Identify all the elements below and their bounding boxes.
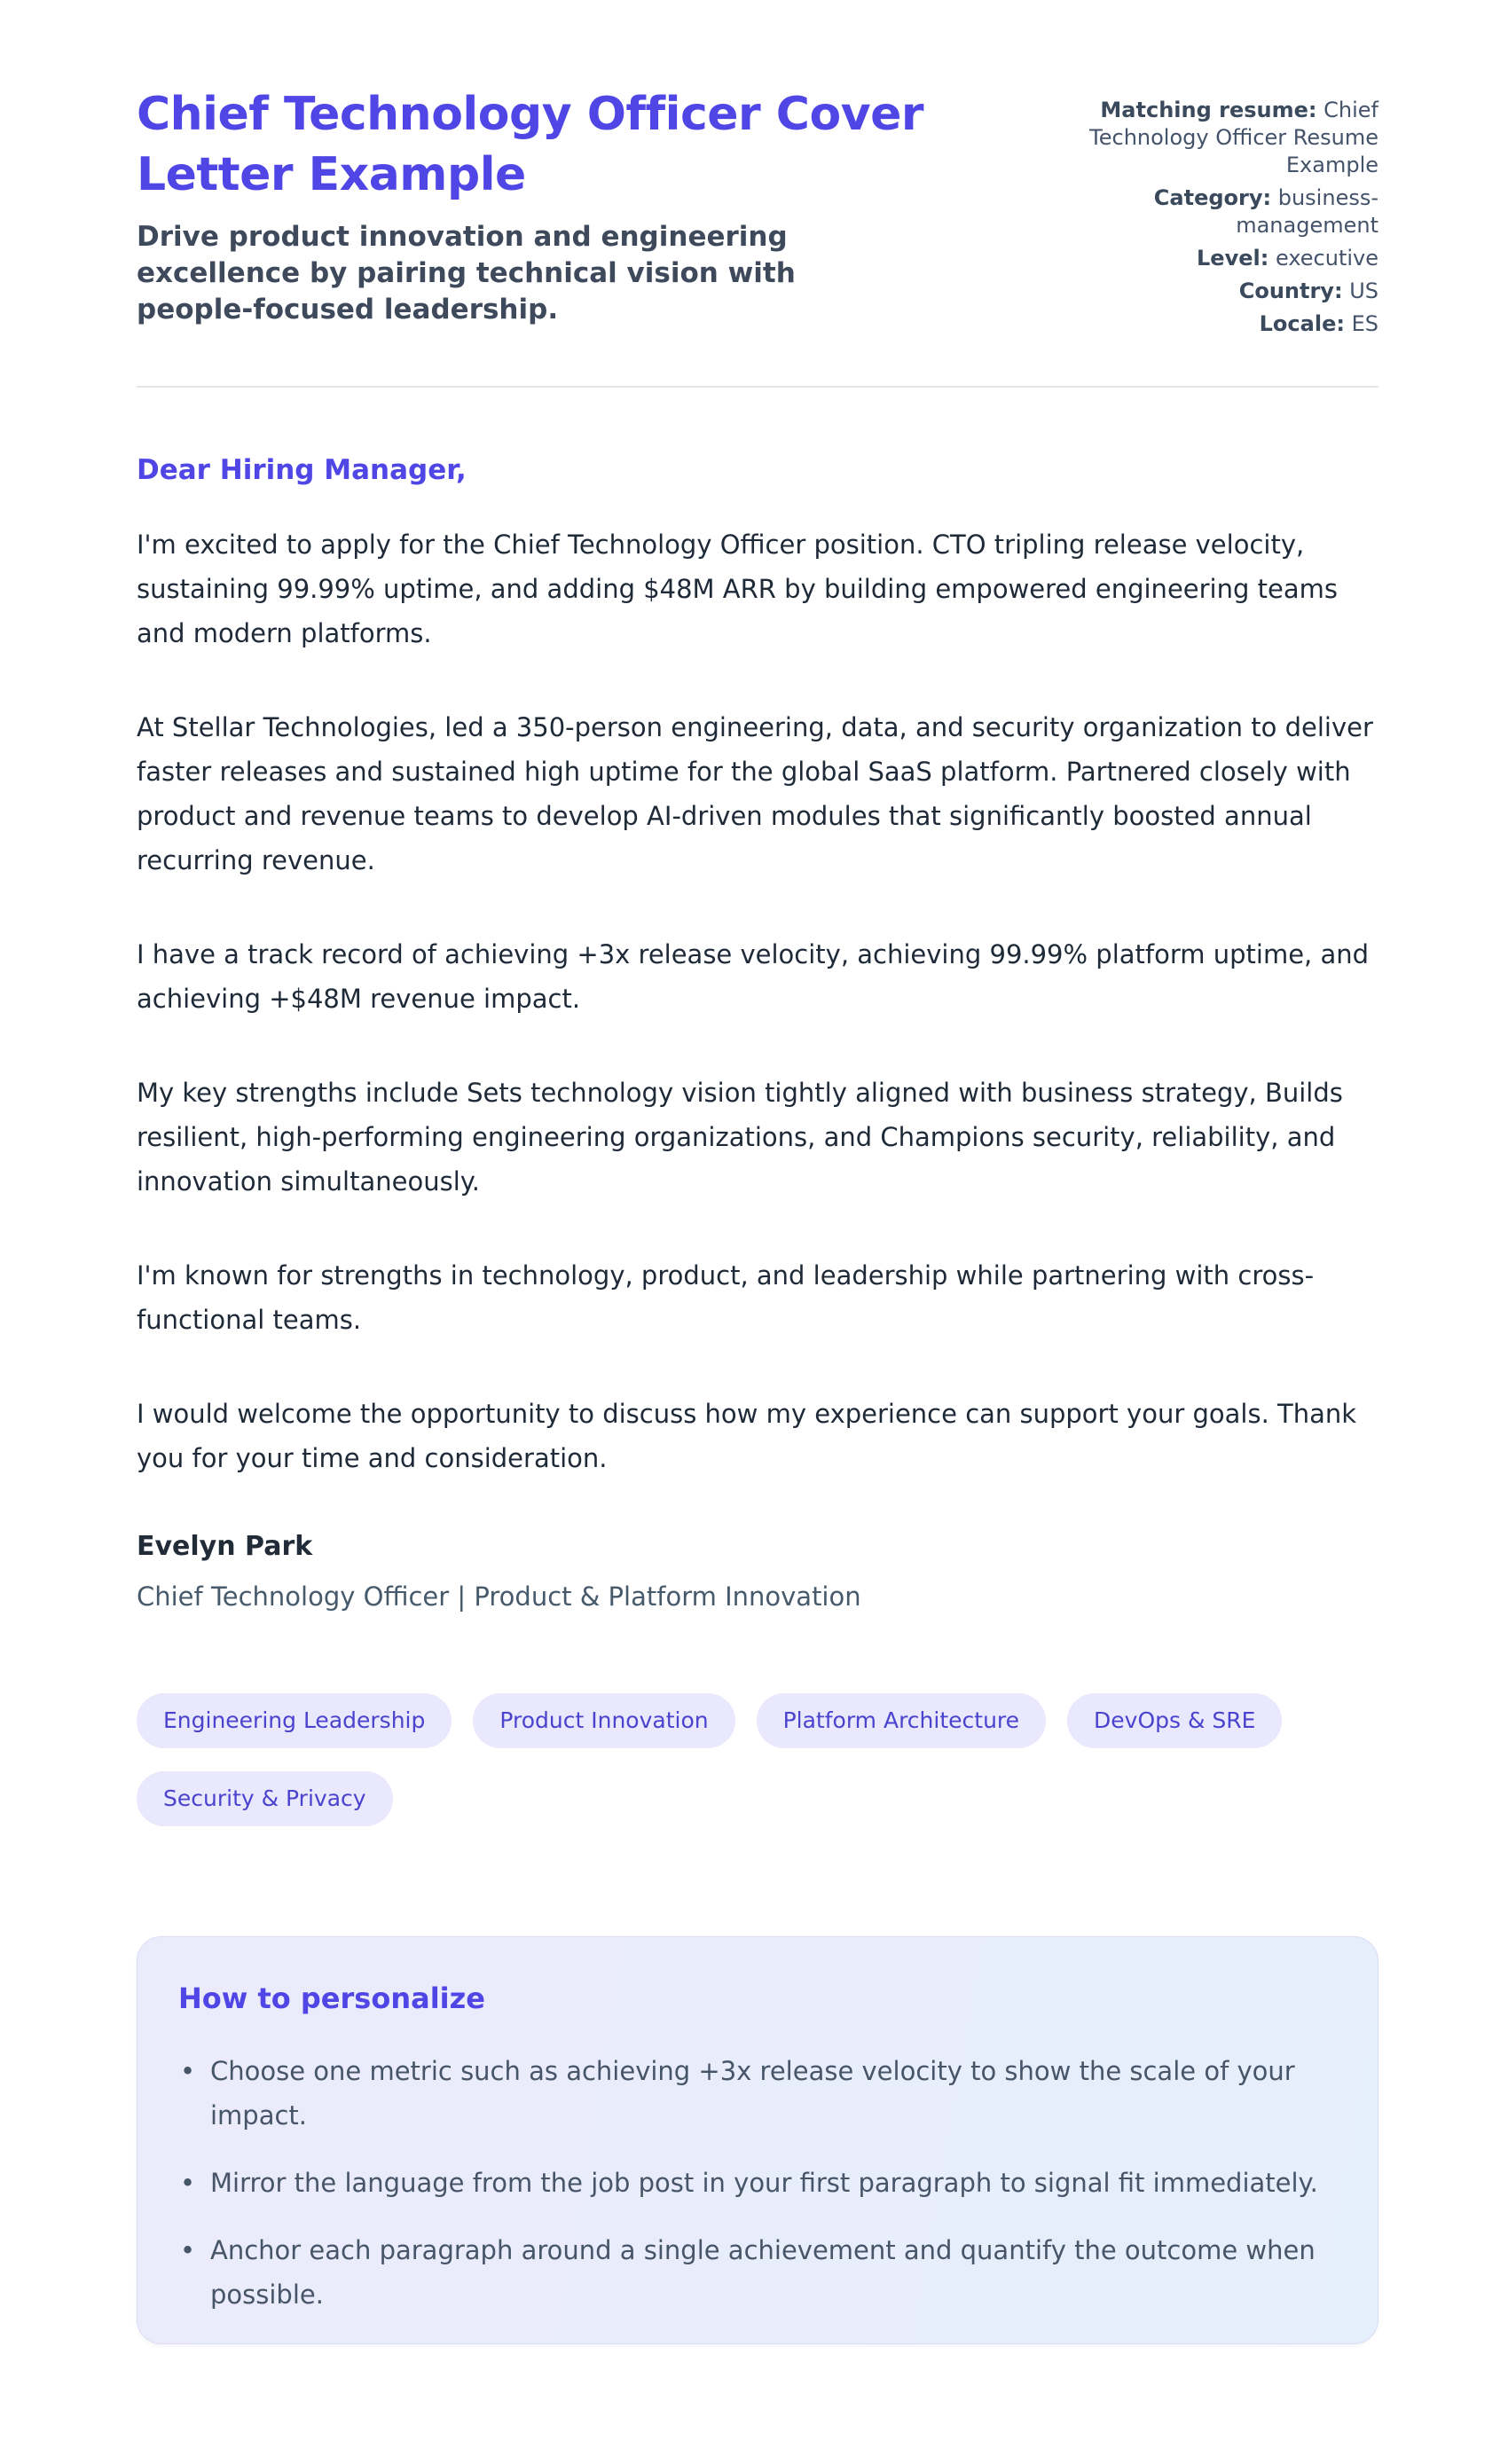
meta-value-matching-resume: Chief Technology Officer Resume Example	[1089, 98, 1378, 177]
signature-name: Evelyn Park	[137, 1531, 313, 1562]
letter-paragraph-6: I would welcome the opportunity to discuss how my experience can support your goals. Thank you for your time and consideration.	[137, 1399, 1357, 1473]
meta-label-category: Category:	[1153, 185, 1272, 210]
meta-value-locale: ES	[1351, 311, 1378, 336]
letter-paragraph-2: At Stellar Technologies, led a 350-person engineering, data, and security organization to deliver faster releases and sustained high uptime for the global SaaS platform. Partnered closely with product and revenue teams to develop AI-driven modules that significantly boosted annual recurring revenue.	[137, 712, 1373, 875]
tag-platform-architecture[interactable]: Platform Architecture	[757, 1693, 1046, 1748]
personalize-bullet-3: • Anchor each paragraph around a single achievement and quantify the outcome when possible.	[178, 2228, 1337, 2317]
tag-list	[137, 1693, 1378, 1826]
letter-paragraph-5: I'm known for strengths in technology, product, and leadership while partnering with cross-functional teams.	[137, 1260, 1315, 1335]
meta-row-country	[1086, 278, 1378, 305]
letter-body	[137, 453, 1378, 2344]
personalize-heading: How to personalize	[178, 1981, 485, 2015]
meta-value-category: business-management	[1236, 185, 1378, 238]
personalize-bullet-1: • Choose one metric such as achieving +3x release velocity to show the scale of your impact.	[178, 2049, 1337, 2138]
tag-devops-sre[interactable]: DevOps & SRE	[1067, 1693, 1282, 1748]
letter-paragraph-3: I have a track record of achieving +3x release velocity, achieving 99.99% platform uptime, and achieving +$48M revenue impact.	[137, 939, 1370, 1014]
meta-label-country: Country:	[1238, 279, 1343, 303]
signature-title: Chief Technology Officer | Product & Platform Innovation	[137, 1581, 861, 1612]
header-divider	[137, 386, 1378, 388]
meta-label-level: Level:	[1197, 246, 1269, 271]
personalize-bullet-2: • Mirror the language from the job post in your first paragraph to signal fit immediately.	[178, 2161, 1337, 2205]
meta-row-locale	[1086, 310, 1378, 338]
tag-security-privacy[interactable]: Security & Privacy	[137, 1771, 393, 1826]
meta-value-country: US	[1349, 279, 1378, 303]
meta-row-category	[1086, 184, 1378, 239]
meta-value-level: executive	[1275, 246, 1378, 271]
page-subtitle: Drive product innovation and engineering excellence by pairing technical vision with people-focused leadership.	[137, 221, 796, 326]
meta-label-locale: Locale:	[1259, 311, 1345, 336]
tag-engineering-leadership[interactable]: Engineering Leadership	[137, 1693, 452, 1748]
page-header	[137, 84, 1378, 343]
meta-label-matching-resume: Matching resume:	[1100, 98, 1317, 122]
letter-paragraph-1: I'm excited to apply for the Chief Technology Officer position. CTO tripling release velocity, sustaining 99.99% uptime, and adding $48M ARR by building empowered engineering teams and modern platforms.	[137, 530, 1338, 648]
meta-row-matching-resume	[1086, 97, 1378, 179]
heading-column	[137, 84, 1024, 328]
personalize-card	[137, 1936, 1378, 2344]
meta-row-level	[1086, 245, 1378, 272]
personalize-list	[178, 2049, 1337, 2317]
page-title: Chief Technology Officer Cover Letter Example	[137, 88, 924, 201]
salutation: Dear Hiring Manager,	[137, 454, 467, 486]
tag-product-innovation[interactable]: Product Innovation	[473, 1693, 734, 1748]
meta-panel	[1086, 97, 1378, 343]
letter-paragraph-4: My key strengths include Sets technology vision tightly aligned with business strategy, Builds resilient, high-performing engineering organizations, and Champions security, reliability, and innovation simultaneously.	[137, 1078, 1343, 1197]
